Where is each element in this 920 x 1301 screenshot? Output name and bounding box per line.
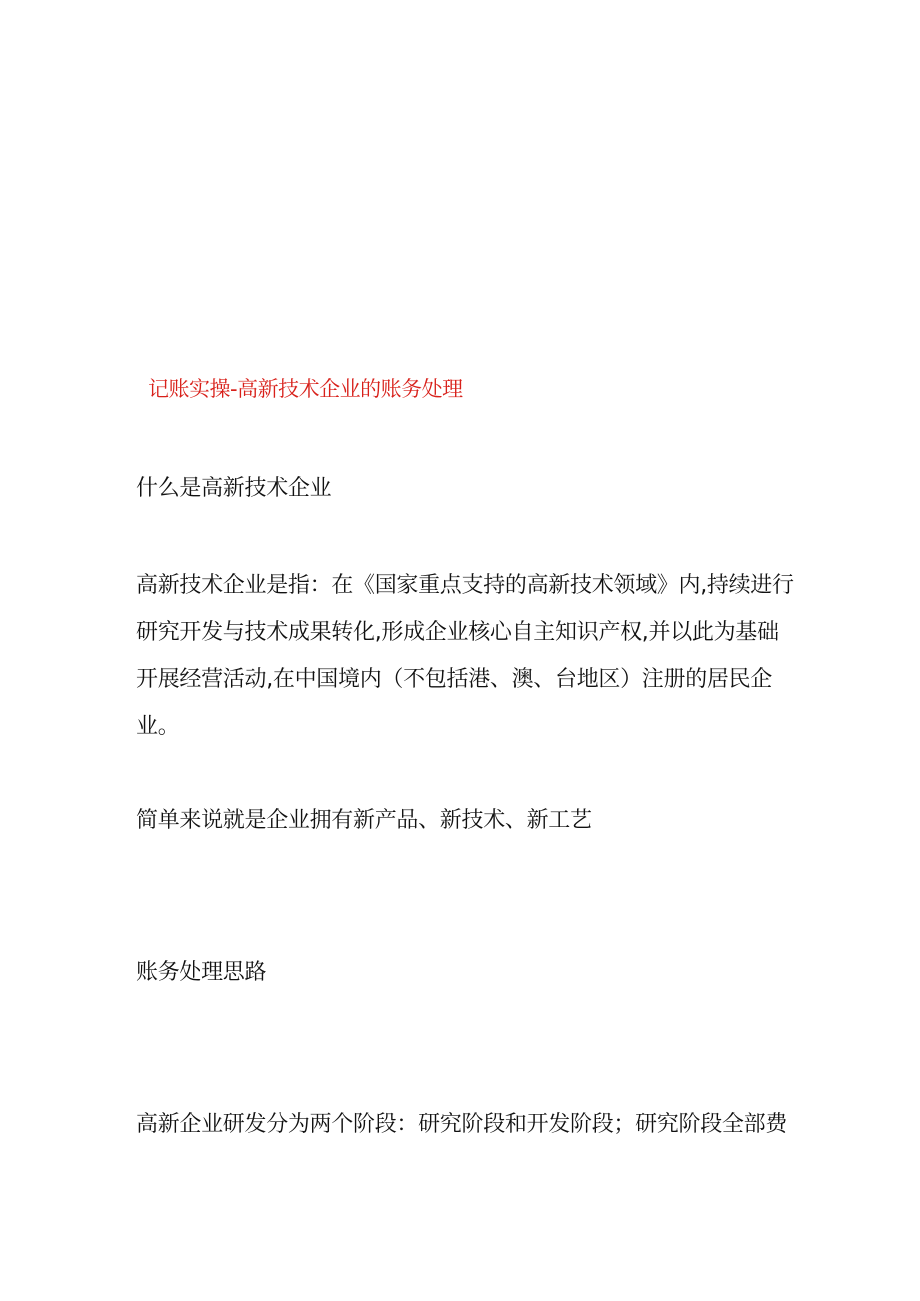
definition-line-4: 业。 bbox=[136, 714, 180, 739]
section-heading-accounting: 账务处理思路 bbox=[136, 960, 267, 985]
rd-paragraph: 高新企业研发分为两个阶段：研究阶段和开发阶段；研究阶段全部费 bbox=[136, 1112, 788, 1137]
definition-line-3: 开展经营活动,在中国境内（不包括港、澳、台地区）注册的居民企 bbox=[136, 667, 772, 692]
definition-paragraph bbox=[136, 562, 796, 750]
definition-line-1: 高新技术企业是指：在《国家重点支持的高新技术领域》内,持续进行 bbox=[136, 573, 794, 598]
section-heading-what-is: 什么是高新技术企业 bbox=[136, 476, 332, 501]
definition-line-2: 研究开发与技术成果转化,形成企业核心自主知识产权,并以此为基础 bbox=[136, 620, 779, 645]
document-title: 记账实操-高新技术企业的账务处理 bbox=[148, 377, 463, 401]
summary-paragraph: 简单来说就是企业拥有新产品、新技术、新工艺 bbox=[136, 808, 592, 833]
